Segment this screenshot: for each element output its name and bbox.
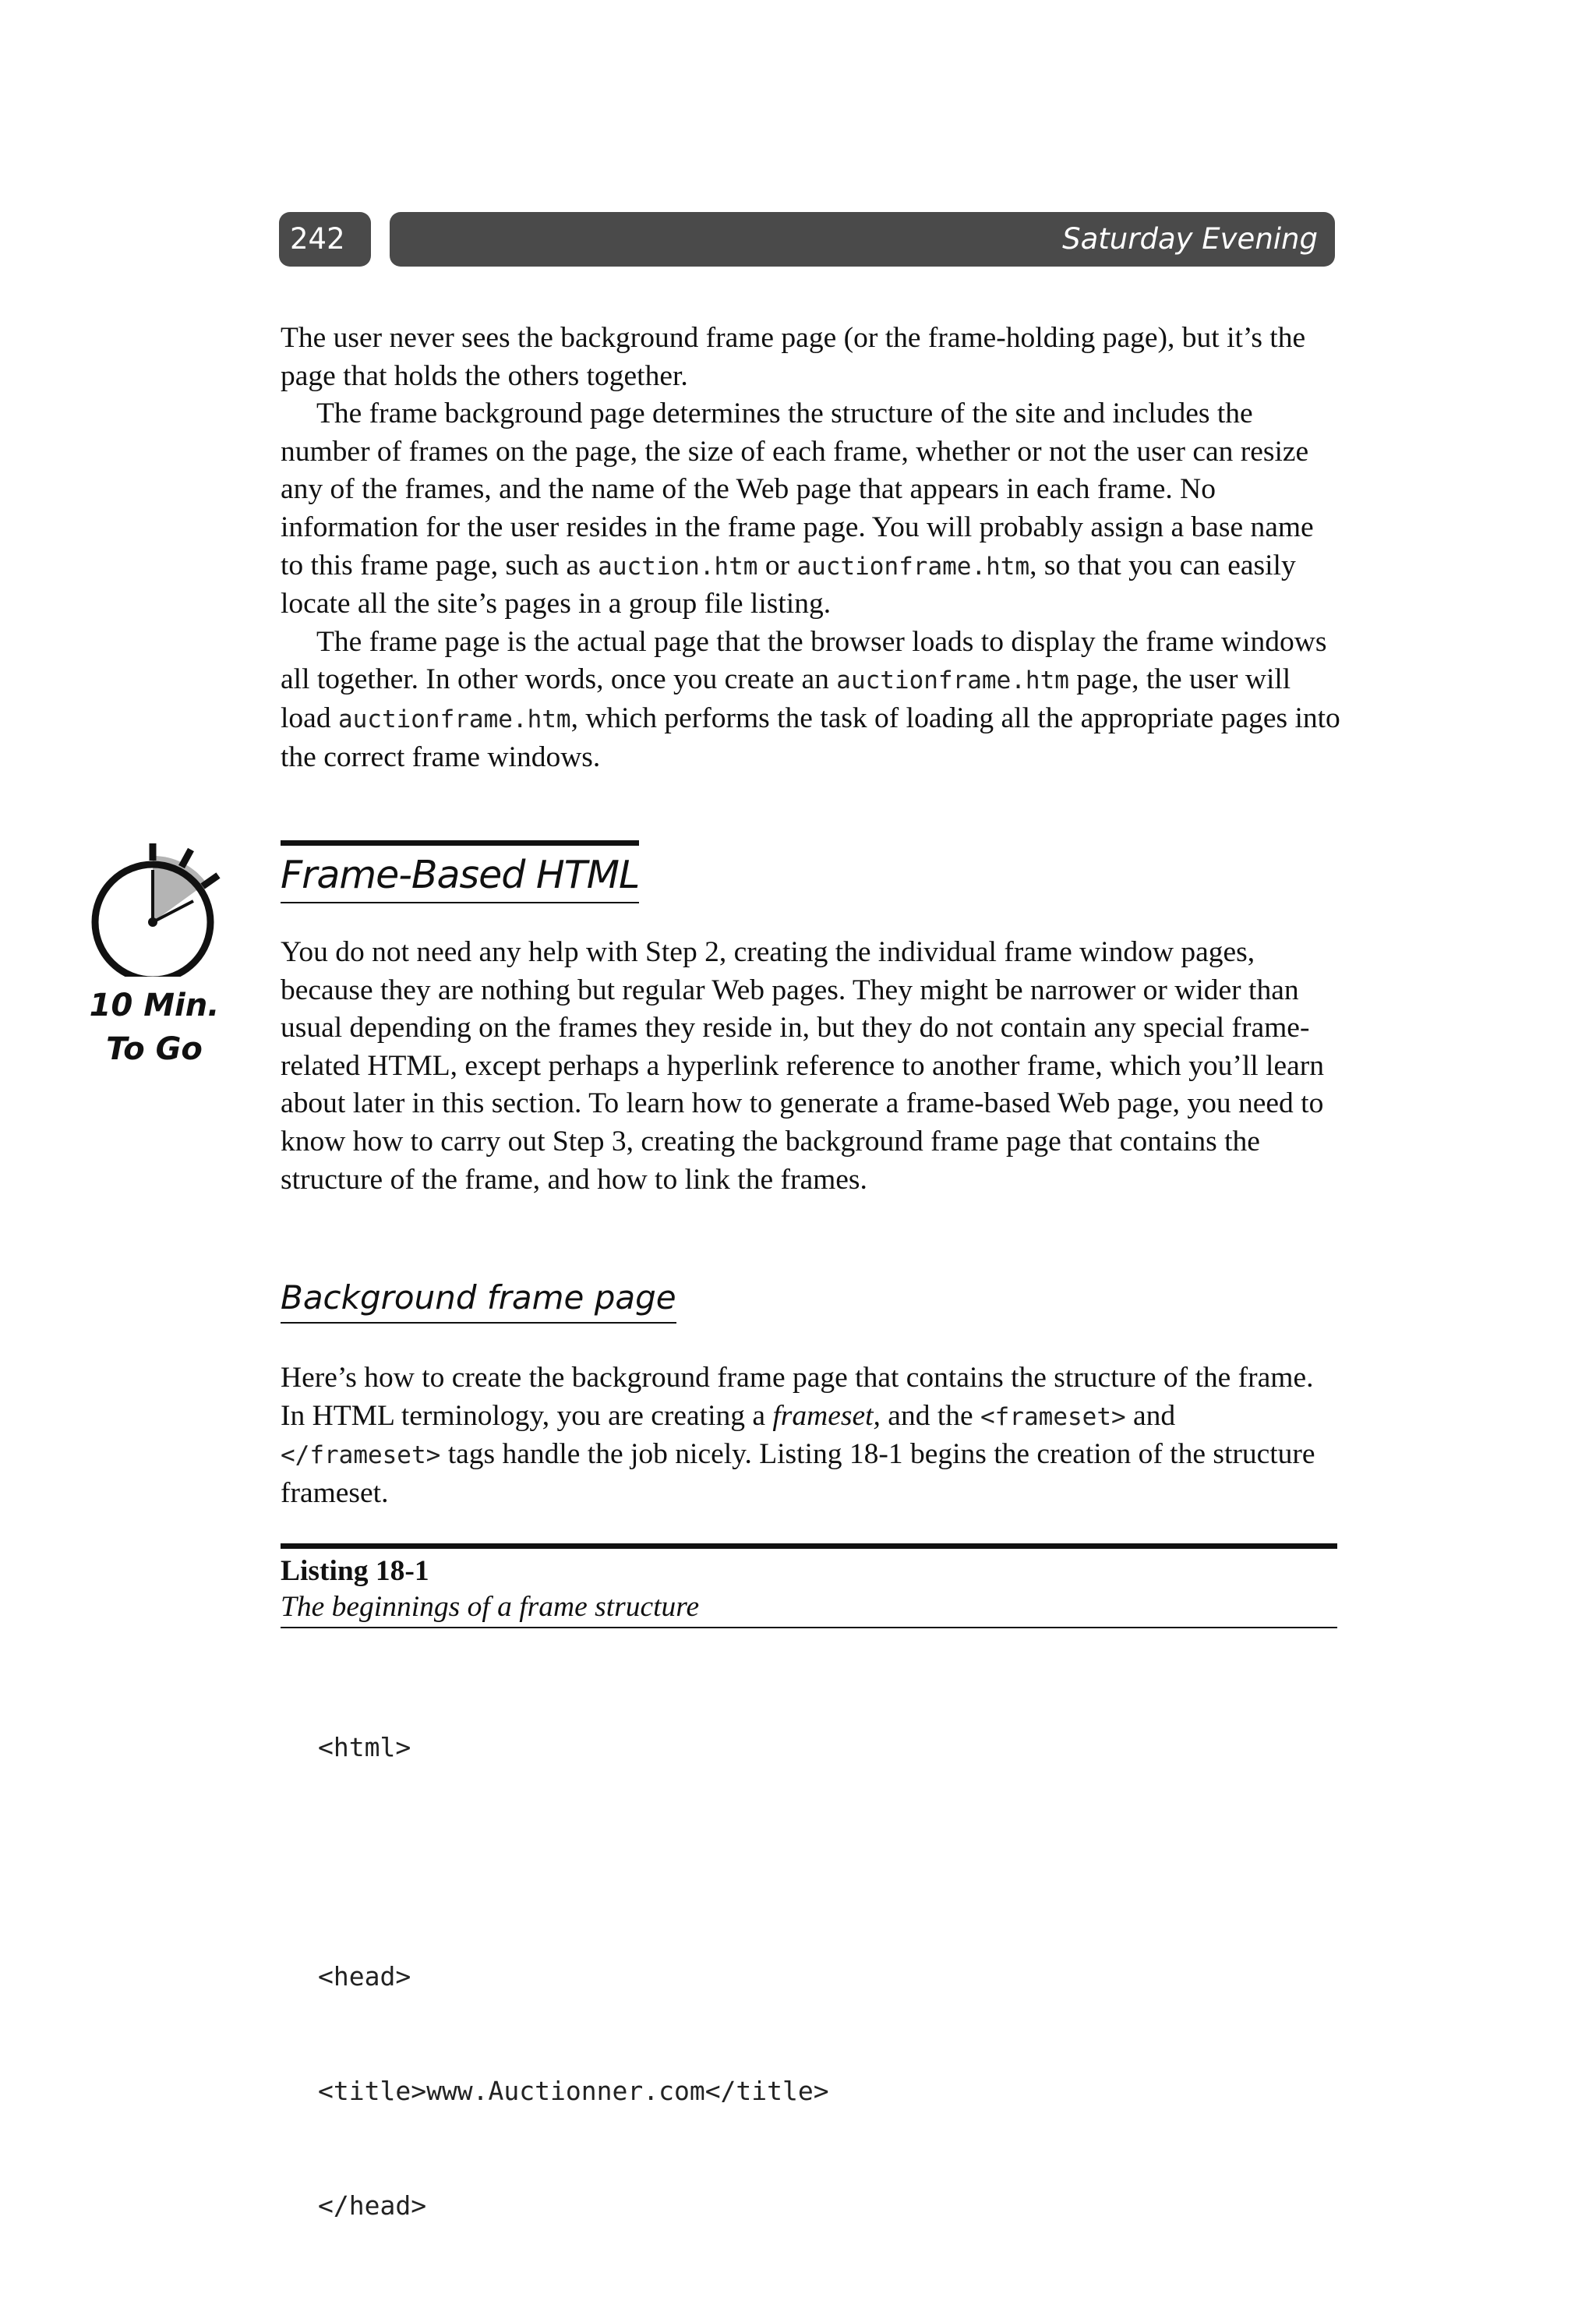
section-2-paragraph (281, 1359, 1340, 1512)
text-run: tags handle the job nicely. Listing 18-1 begins the creation of the structure frameset. (281, 1438, 1315, 1509)
emphasis-term: frameset, (772, 1399, 881, 1432)
text-run: Here’s how to create the background frame page that contains the structure of the frame. In HTML terminology, you are creating a (281, 1362, 1314, 1432)
page-number: 242 (279, 212, 371, 267)
tick-mark (182, 850, 191, 867)
text-run: The frame page is the actual page that the browser loads to display the frame windows all together. In other words, once you create an (281, 625, 1327, 696)
intro-text (281, 320, 1340, 776)
code-line (318, 1843, 1337, 1881)
intro-paragraph-3 (281, 624, 1340, 776)
code-listing (281, 1543, 1337, 2301)
code-line: <title>www.Auctionner.com</title> (318, 2076, 829, 2106)
subsection-heading: Background frame page (281, 1277, 676, 1324)
text-run: and (1125, 1399, 1176, 1432)
code-line: </head> (318, 2190, 427, 2221)
text-run: page, the user will load (281, 663, 1291, 734)
running-header: Saturday Evening (390, 212, 1335, 267)
inline-code: auctionframe.htm (796, 552, 1030, 581)
intro-paragraph-2 (281, 395, 1340, 624)
section-heading: Frame-Based HTML (281, 840, 639, 903)
dial-hub (148, 917, 157, 927)
tick-mark (203, 875, 218, 886)
inline-code: auction.htm (598, 552, 758, 581)
text-run: , which performs the task of loading all the appropriate pages into the correct frame windows. (281, 702, 1340, 773)
inline-code: </frameset> (281, 1441, 441, 1470)
text-run: , so that you can easily locate all the site’s pages in a group file listing. (281, 549, 1296, 620)
code-block (281, 1652, 1337, 2301)
inline-code: auctionframe.htm (836, 666, 1069, 695)
time-remaining-label (78, 984, 231, 1071)
listing-title: Listing 18-1 (281, 1555, 429, 1587)
listing-caption: The beginnings of a frame structure (281, 1589, 1337, 1628)
text-run: and the (880, 1399, 981, 1432)
inline-code: auctionframe.htm (337, 705, 571, 733)
section-1-paragraph: You do not need any help with Step 2, creating the individual frame window pages, because they are nothing but regular Web pages. They might be narrower or wider than usual depending on the frames they reside in, but they do not contain any special frame-related HTML, except perhaps a hyperlink reference to another frame, which you’ll learn about later in this section. To learn how to generate a frame-based Web page, you need to know how to carry out Step 3, creating the background frame page that contains the structure of the frame, and how to link the frames. (281, 936, 1324, 1196)
text-run: The frame background page determines the structure of the site and includes the number of frames on the page, the size of each frame, whether or not the user can resize any of the frames, and the name of the Web page that appears in each frame. No information for the user resides in the frame page. You will probably assign a base name to this frame page, such as (281, 398, 1314, 581)
time-remaining-line-1: 10 Min. (89, 988, 220, 1023)
code-line: <html> (318, 1732, 411, 1762)
inline-code: <frameset> (980, 1402, 1126, 1431)
section-2-text (281, 1359, 1340, 1512)
text-run: or (757, 549, 797, 581)
stopwatch-icon (86, 840, 222, 977)
code-line: <head> (318, 1961, 411, 1992)
intro-paragraph-1: The user never sees the background frame page (or the frame-holding page), but it’s the page that holds the others together. (281, 322, 1306, 392)
section-1-text (281, 934, 1340, 1199)
time-remaining-line-2: To Go (106, 1031, 203, 1067)
